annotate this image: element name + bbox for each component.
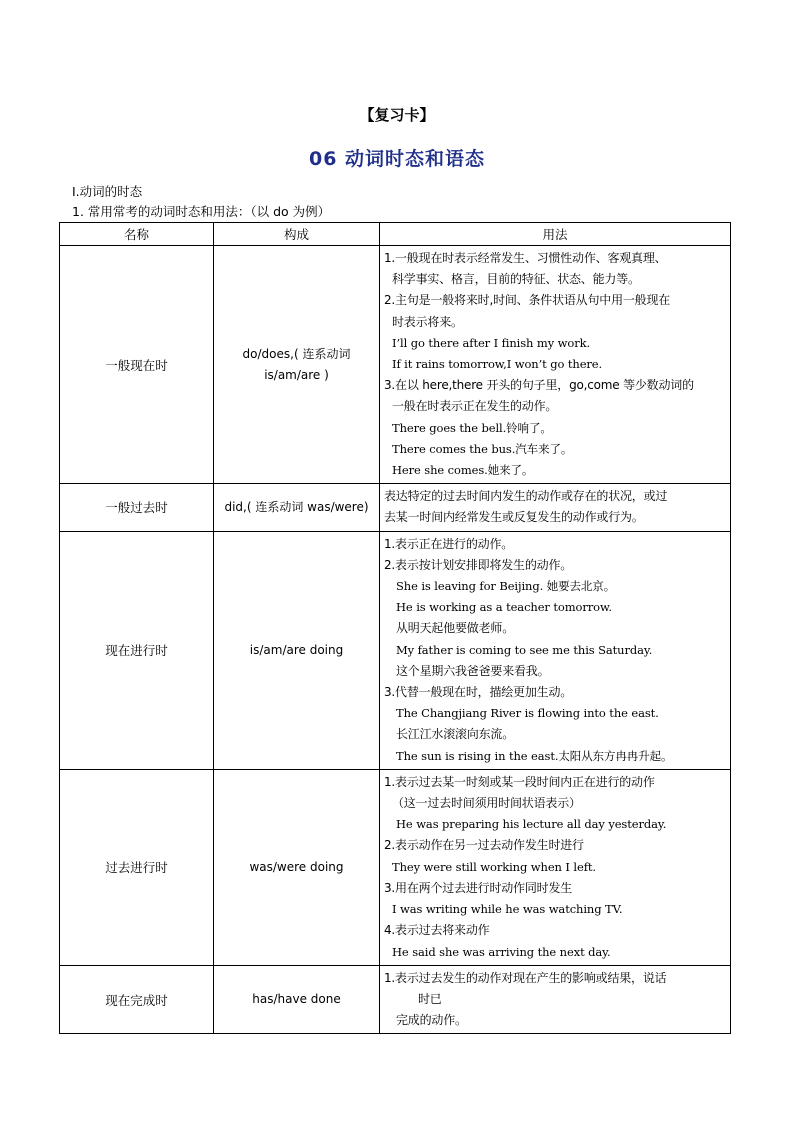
section-heading-tenses: I.动词的时态 xyxy=(72,184,143,199)
usage-line: 1.表示过去某一时刻或某一段时间内正在进行的动作 xyxy=(384,774,655,789)
table-row xyxy=(60,769,731,965)
usage-example: I was writing while he was watching TV. xyxy=(392,902,623,917)
usage-example: He said she was arriving the next day. xyxy=(392,944,611,959)
usage-line: 一般在时表示正在发生的动作。 xyxy=(392,399,558,414)
page-title: 06 动词时态和语态 xyxy=(308,148,486,170)
usage-example: The sun is rising in the east.太阳从东方冉冉升起。 xyxy=(396,748,673,763)
tense-usage xyxy=(380,484,731,531)
usage-example: If it rains tomorrow,I won’t go there. xyxy=(392,357,603,372)
usage-line: 3.用在两个过去进行时动作同时发生 xyxy=(384,880,573,895)
usage-line: 3.代替一般现在时，描绘更加生动。 xyxy=(384,685,573,700)
tense-name: 过去进行时 xyxy=(60,769,214,965)
usage-line: 1.表示正在进行的动作。 xyxy=(384,536,514,551)
usage-line: 去某一时间内经常发生或反复发生的动作或行为。 xyxy=(384,510,644,525)
usage-line: 1.表示过去发生的动作对现在产生的影响或结果，说话 xyxy=(384,970,667,985)
card-label: 【复习卡】 xyxy=(359,106,435,124)
usage-example: My father is coming to see me this Saturday. xyxy=(396,642,653,657)
tense-name: 现在进行时 xyxy=(60,531,214,769)
tense-usage xyxy=(380,965,731,1034)
usage-line: 长江江水滚滚向东流。 xyxy=(396,727,515,742)
usage-line: 时表示将来。 xyxy=(392,314,463,329)
table-row xyxy=(60,484,731,531)
table-row xyxy=(60,246,731,484)
tense-table xyxy=(59,222,731,1034)
usage-line: 2.表示动作在另一过去动作发生时进行 xyxy=(384,838,584,853)
usage-line: 4.表示过去将来动作 xyxy=(384,923,490,938)
usage-example: He is working as a teacher tomorrow. xyxy=(396,600,612,615)
usage-line: 2.表示按计划安排即将发生的动作。 xyxy=(384,557,573,572)
usage-line: 时已 xyxy=(418,991,442,1006)
usage-line: 3.在以 here,there 开头的句子里，go,come 等少数动词的 xyxy=(384,378,694,393)
usage-line: 1.一般现在时表示经常发生、习惯性动作、客观真理、 xyxy=(384,251,667,265)
usage-line: 这个星期六我爸爸要来看我。 xyxy=(396,663,550,678)
tense-form: do/does,( 连系动词 is/am/are ) xyxy=(214,246,380,484)
usage-example: He was preparing his lecture all day yesterday. xyxy=(396,817,667,832)
table-row xyxy=(60,531,731,769)
tense-form: did,( 连系动词 was/were) xyxy=(214,484,380,531)
section-subheading-usage: 1. 常用常考的动词时态和用法：（以 do 为例） xyxy=(72,204,331,219)
usage-example: She is leaving for Beijing. 她要去北京。 xyxy=(396,579,616,594)
usage-line: 从明天起他要做老师。 xyxy=(396,621,515,636)
column-header-usage: 用法 xyxy=(380,223,731,246)
usage-example: There goes the bell.铃响了。 xyxy=(392,420,552,435)
table-row xyxy=(60,965,731,1034)
usage-line: （这一过去时间须用时间状语表示） xyxy=(392,796,581,811)
tense-name: 现在完成时 xyxy=(60,965,214,1034)
usage-example: The Changjiang River is flowing into the east. xyxy=(396,706,659,721)
usage-example: There comes the bus.汽车来了。 xyxy=(392,441,573,456)
usage-line: 2.主句是一般将来时,时间、条件状语从句中用一般现在 xyxy=(384,293,671,308)
usage-example: They were still working when I left. xyxy=(392,859,596,874)
tense-form: is/am/are doing xyxy=(214,531,380,769)
usage-example: Here she comes.她来了。 xyxy=(392,463,534,478)
tense-usage xyxy=(380,769,731,965)
tense-usage xyxy=(380,246,731,484)
usage-line: 科学事实、格言，目前的特征、状态、能力等。 xyxy=(392,272,640,287)
tense-form: was/were doing xyxy=(214,769,380,965)
table-header-row xyxy=(60,223,731,246)
tense-usage xyxy=(380,531,731,769)
tense-name: 一般过去时 xyxy=(60,484,214,531)
tense-name: 一般现在时 xyxy=(60,246,214,484)
usage-example: I’ll go there after I finish my work. xyxy=(392,335,591,350)
column-header-name: 名称 xyxy=(60,223,214,246)
tense-form: has/have done xyxy=(214,965,380,1034)
usage-line: 完成的动作。 xyxy=(396,1013,467,1028)
column-header-form: 构成 xyxy=(214,223,380,246)
usage-line: 表达特定的过去时间内发生的动作或存在的状况，或过 xyxy=(384,489,668,504)
